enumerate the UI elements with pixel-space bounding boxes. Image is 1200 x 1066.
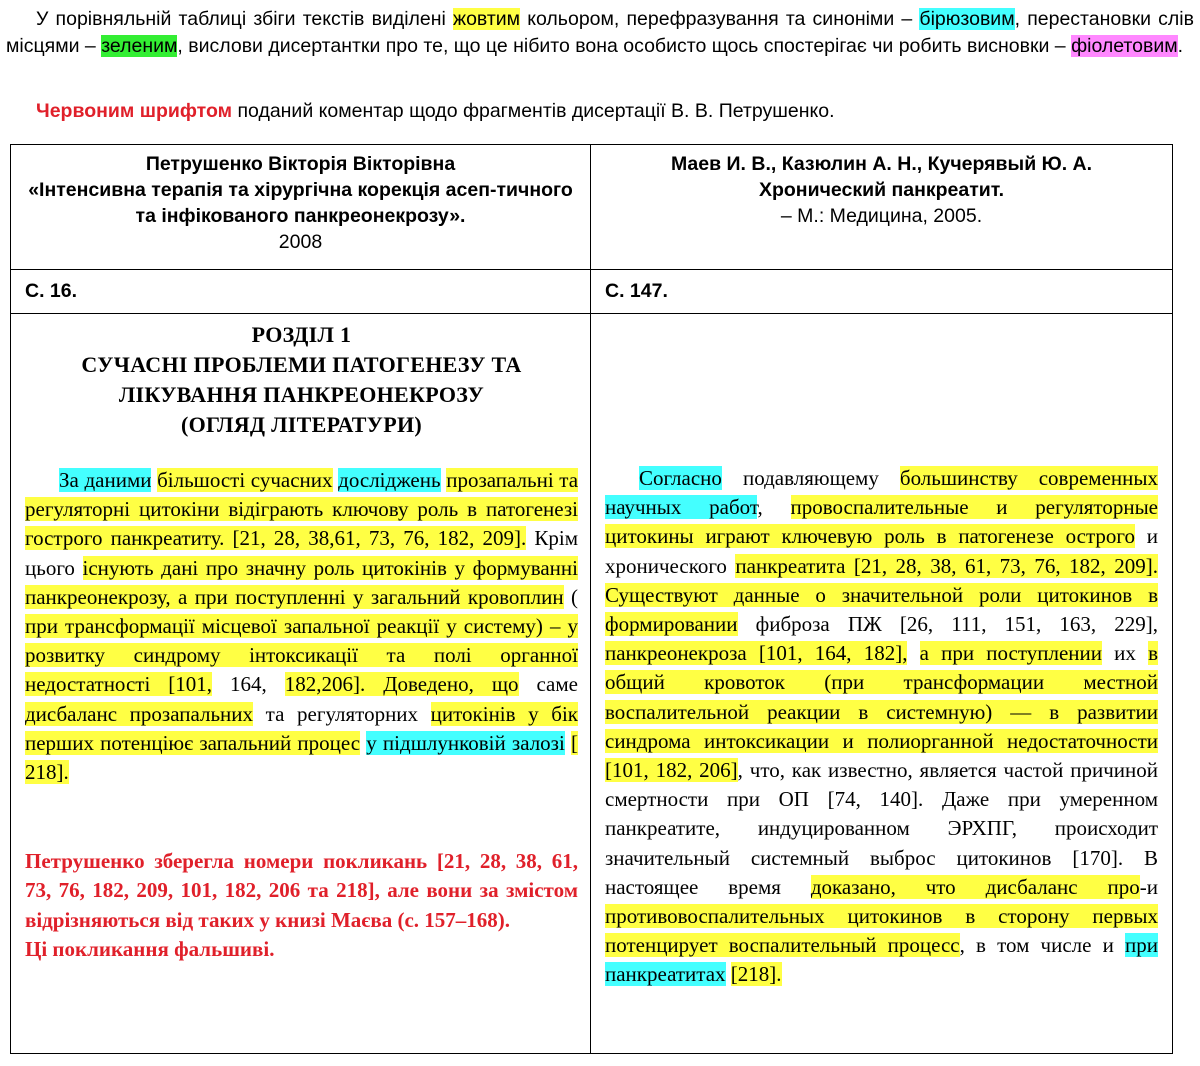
legend-yellow: жовтим [453, 8, 521, 30]
highlight-yellow: прозапальні та регуляторні цитокіни відіграють ключову роль в патогенезі гострого панкреатиту. [21, 28, 38,61, 73, 76, 182, 209]. [25, 468, 579, 551]
comment-note-text: поданий коментар щодо фрагментів дисертації В. В. Петрушенко. [232, 100, 835, 122]
legend-green: зеленим [101, 35, 178, 57]
highlight-cyan: досліджень [338, 468, 441, 492]
legend-cyan: бірюзовим [919, 8, 1015, 30]
plain-text: их [1102, 641, 1149, 666]
plain-text: , в том числе и [959, 933, 1125, 958]
highlight-yellow: а при поступлении [919, 641, 1102, 666]
red-comment-text: Петрушенко зберегла номери покликань [21, 28, 38, 61, 73, 76, 182, 209, 101, 182, 206 та 218], але вони за змістом відрізняються від таких у книзі Маєва (с. 157–168). [25, 849, 578, 932]
section-title-line: СУЧАСНІ ПРОБЛЕМИ ПАТОГЕНЕЗУ ТА [81, 352, 522, 377]
page-row [11, 270, 1173, 314]
highlight-yellow: [218]. [730, 962, 782, 987]
right-source-header [591, 145, 1173, 270]
highlight-yellow: доказано, что дисбаланс про [810, 874, 1140, 899]
highlight-yellow: дисбаланс прозапальних [25, 701, 254, 726]
highlight-cyan: у підшлунковій залозі [366, 730, 565, 755]
plain-text: фиброза ПЖ [26, 111, 151, 163, 229], [737, 612, 1158, 637]
section-number: РОЗДІЛ 1 [251, 322, 352, 347]
highlight-yellow: при трансформації місцевої запальної реакції у систему) – у розвитку синдрому інтоксикації та полі органної недостатності [101, [25, 614, 578, 697]
highlight-yellow: провоспалительные и регуляторные цитокины играют ключевую роль в патогенезе острого [605, 495, 1159, 549]
legend-violet: фіолетовим [1071, 35, 1178, 57]
plain-text [726, 962, 731, 986]
plain-text: 164, [212, 672, 285, 697]
right-title: Хронический панкреатит. [758, 179, 1005, 201]
left-page: С. 16. [11, 270, 591, 314]
section-subtitle: (ОГЛЯД ЛІТЕРАТУРИ) [180, 412, 422, 437]
highlight-yellow: більшості сучасних [157, 468, 333, 492]
highlight-cyan: при панкреатитах [605, 933, 1158, 987]
highlight-yellow: в общий кровоток (при трансформации местной воспалительной реакции в системную) — в развитии синдрома интоксикации и полиорганной недостаточности [101, 182, 206] [605, 641, 1158, 783]
section-title-line: ЛІКУВАННЯ ПАНКРЕОНЕКРОЗУ [118, 382, 485, 407]
right-authors: Маев И. В., Казюлин А. Н., Кучерявый Ю. А. [670, 153, 1093, 175]
source-text [605, 464, 1158, 990]
plain-text: ( [563, 584, 578, 609]
dissertation-text [25, 466, 578, 787]
right-body-cell [591, 314, 1173, 1054]
highlight-yellow: існують дані про значну роль цитокінів у формуванні панкреонекрозу, а при поступленні у загальний кровоплин [25, 555, 578, 609]
plain-text: та регуляторних [253, 701, 431, 726]
legend-text: . [1177, 35, 1184, 57]
right-publisher: – М.: Медицина, 2005. [780, 205, 983, 227]
highlight-yellow: большинству современных [899, 466, 1158, 490]
legend-paragraph [6, 6, 1194, 60]
plain-text: подавляющему [721, 466, 900, 490]
legend-text: , вислови дисертантки про те, що це нібито вона особисто щось спостерігає чи робить висновки – [177, 35, 1072, 57]
left-source-header [11, 145, 591, 270]
text-row [11, 314, 1173, 1054]
highlight-cyan: научных работ [605, 495, 758, 520]
left-year: 2008 [278, 231, 323, 253]
left-author: Петрушенко Вікторія Вікторівна [145, 153, 456, 175]
plain-text: , что, как известно, является частой причиной смертности при ОП [74, 140]. Даже при умеренном панкреатите, индуцированном ЭРХПГ, происходит значительный системный выброс цитокинов [170]. В настоящее время [605, 758, 1158, 899]
legend-text: У порівняльній таблиці збіги текстів виділені [36, 8, 454, 30]
left-body-cell [11, 314, 591, 1054]
red-font-label: Червоним шрифтом [36, 100, 233, 122]
header-row [11, 145, 1173, 270]
plain-text: и хронического [605, 524, 1158, 578]
plain-text: Крім цього [25, 526, 579, 580]
highlight-yellow: противовоспалительных цитокинов в сторону первых потенцирует воспалительный процесс [605, 904, 1158, 958]
section-heading [25, 320, 578, 440]
highlight-yellow: панкреонекроза [101, 164, 182], [605, 641, 908, 666]
highlight-yellow: 182,206]. Доведено, що [284, 672, 519, 697]
plain-text [907, 641, 919, 665]
red-comment [25, 847, 578, 964]
legend-text: , перестановки слів місцями – [6, 8, 1194, 57]
red-comment-conclusion: Ці покликання фальшиві. [25, 936, 275, 961]
highlight-yellow: [ 218]. [25, 730, 579, 785]
highlight-yellow: цитокінів у бік перших потенціює запальний процес [25, 701, 579, 755]
highlight-cyan: За даними [59, 468, 152, 492]
highlight-yellow: панкреатита [21, 28, 38, 61, 73, 76, 182, 209]. Существуют данные о значительной роли цитокинов в формировании [605, 553, 1158, 637]
legend-text: кольором, перефразування та синоніми – [520, 8, 920, 30]
plain-text: саме [518, 672, 578, 697]
right-page: С. 147. [591, 270, 1173, 314]
comment-note [36, 98, 835, 124]
left-title: «Інтенсивна терапія та хірургічна корекція асеп-тичного та інфікованого панкреонекрозу». [28, 179, 573, 227]
comparison-table [10, 144, 1173, 1054]
highlight-cyan: Согласно [639, 466, 722, 490]
plain-text: , [757, 495, 791, 520]
plain-text: -и [1139, 874, 1158, 899]
